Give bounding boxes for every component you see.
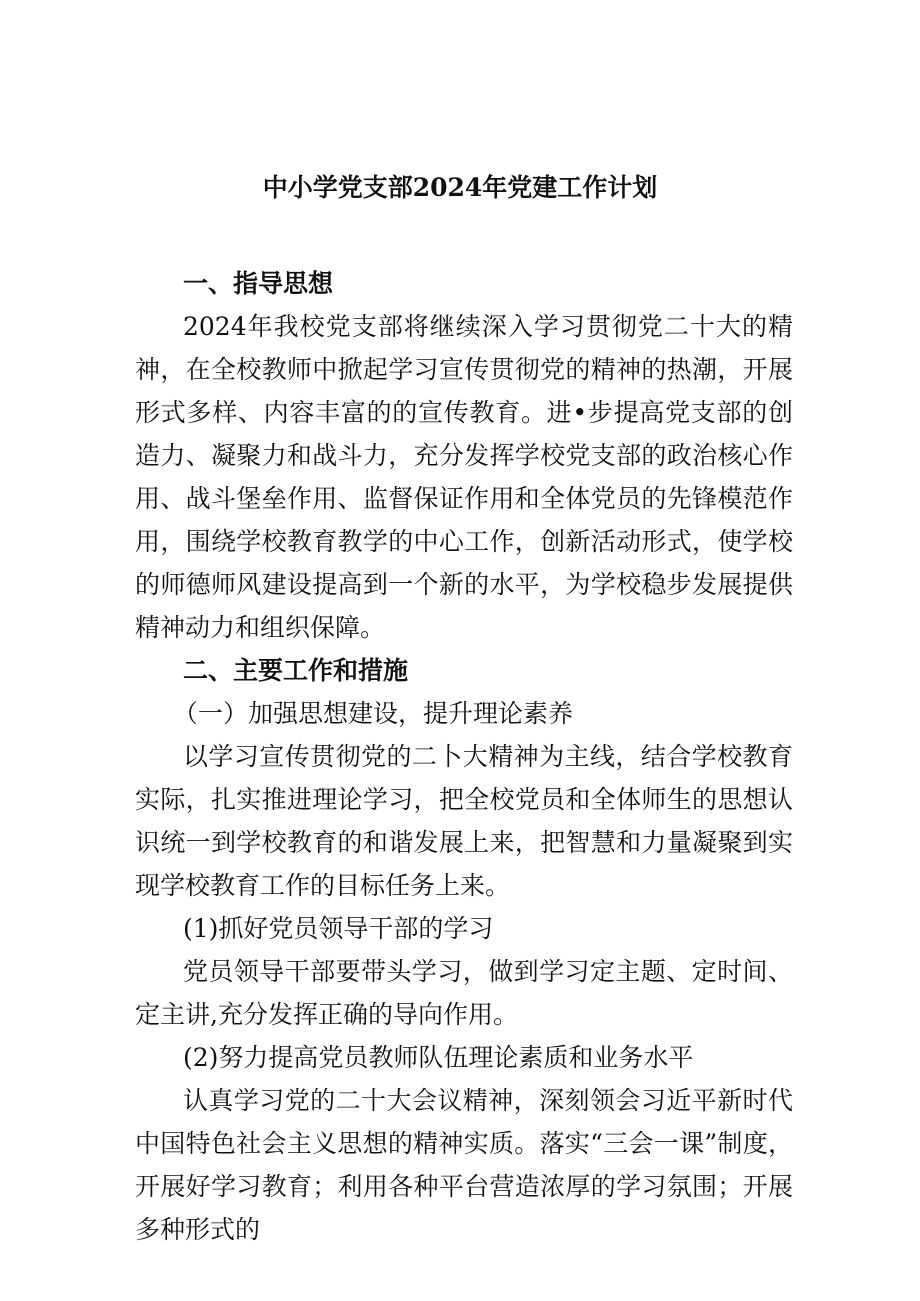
list-item-title-1: (1)抓好党员领导干部的学习 [183,914,494,943]
section-heading-guiding-thought: 一、指导思想 [183,269,334,298]
list-item-text-1: 党员领导干部要带头学习，做到学习定主题、定时间、定主讲,充分发挥正确的导向作用。 [135,957,793,1029]
section-paragraph-guiding-thought: 2024年我校党支部将继续深入学习贯彻党二十大的精神，在全校教师中掀起学习宣传贯彻党的精神的热潮，开展形式多样、内容丰富的的宣传教育。进•步提高党支部的创造力、凝聚力和战斗力，充分发挥学校党支部的政治核心作用、战斗堡垒作用、监督保证作用和全体党员的先锋模范作用，围绕学校教育教学的中心工作，创新活动形式，使学校的师德师风建设提高到一个新的水平，为学校稳步发展提供精神动力和组织保障。 [135,312,793,642]
subsection-heading-ideology: （一）加强思想建设，提升理论素养 [173,699,574,728]
document-body [135,262,793,1251]
list-item-text-2: 认真学习党的二十大会议精神，深刻领会习近平新时代中国特色社会主义思想的精神实质。落实“三会一课”制度，开展好学习教育；利用各种平台营造浓厚的学习氛围；开展多种形式的 [135,1086,793,1244]
subsection-paragraph-ideology: 以学习宣传贯彻党的二卜大精神为主线，结合学校教育实际，扎实推进理论学习，把全校党员和全体师生的思想认识统一到学校教育的和谐发展上来，把智慧和力量凝聚到实现学校教育工作的目标任务上来。 [135,742,793,900]
list-item-title-2: (2)努力提高党员教师队伍理论素质和业务水平 [183,1043,694,1072]
document-title: 中小学党支部2024年党建工作计划 [262,173,658,202]
section-heading-main-work: 二、主要工作和措施 [183,656,409,685]
